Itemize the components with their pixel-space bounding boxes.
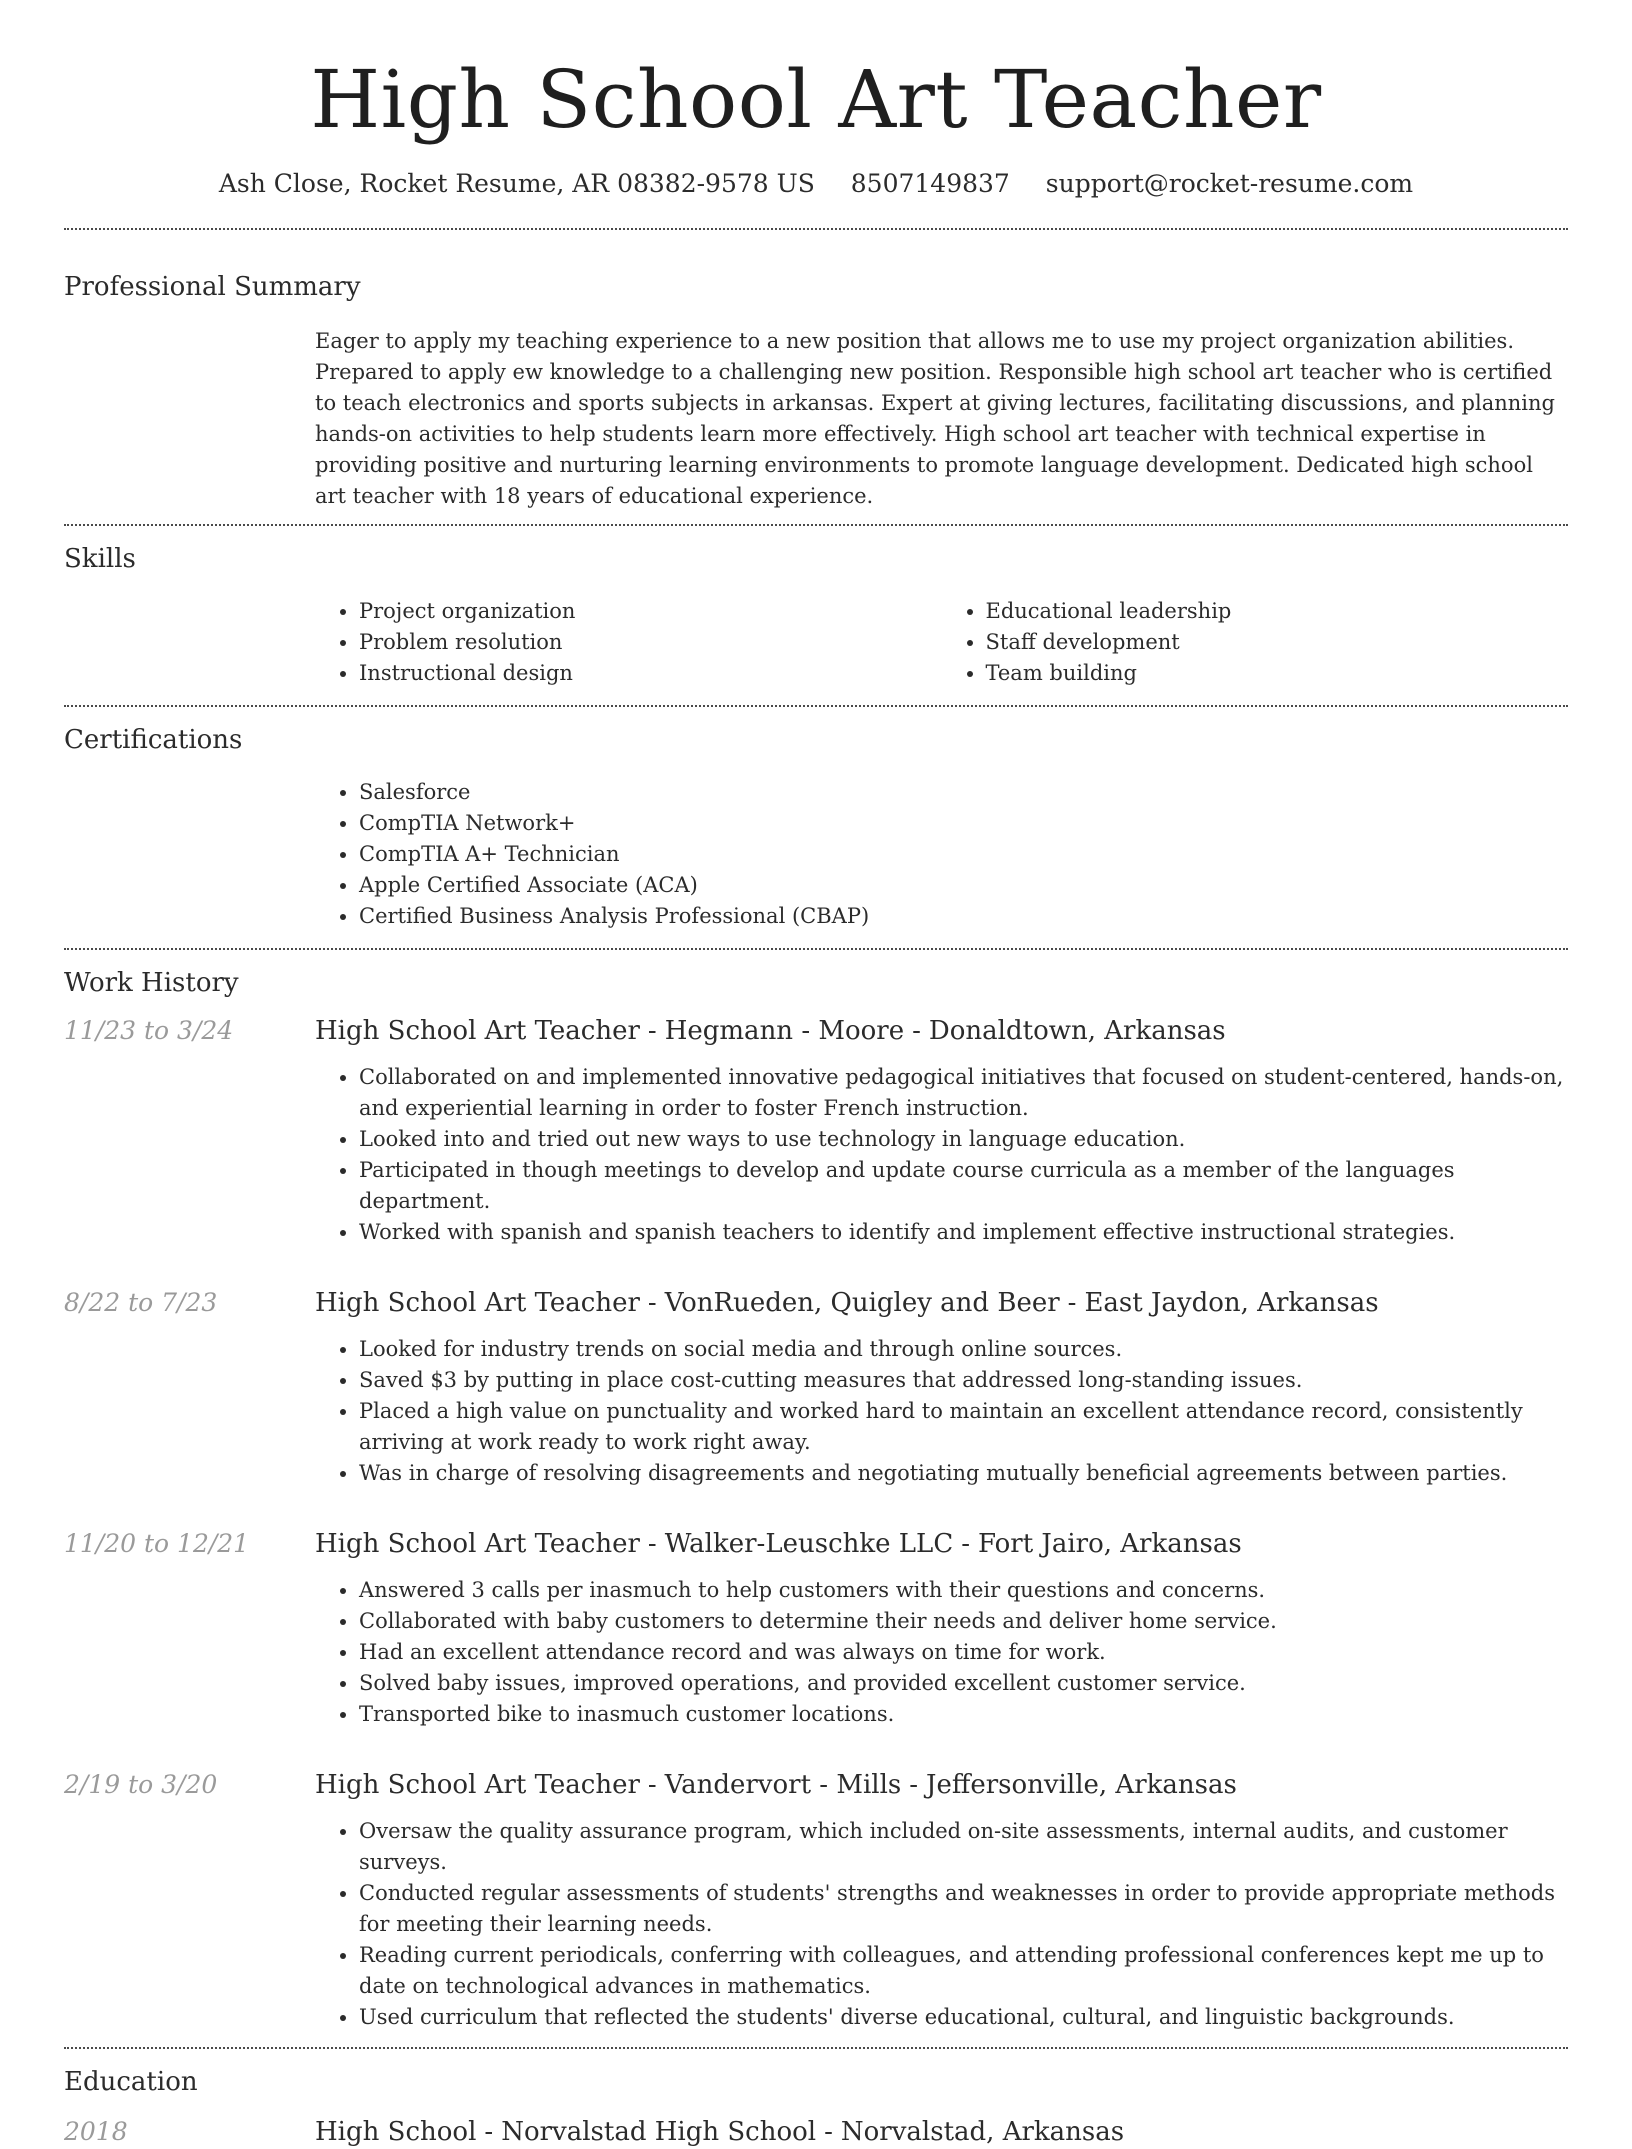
contact-email: support@rocket-resume.com	[1045, 169, 1414, 198]
contact-line	[64, 166, 1568, 202]
section-divider	[64, 705, 1568, 707]
resume-name: High School Art Teacher	[310, 53, 1322, 146]
job-role: High School Art Teacher	[315, 1016, 640, 1046]
education-title	[315, 2115, 1568, 2149]
job-role: High School Art Teacher	[315, 1770, 640, 1800]
skill-item: • Educational leadership	[986, 596, 1569, 627]
job-bullet: • Conducted regular assessments of students' strengths and weaknesses in order to provide appropriate methods for meeting their learning needs.	[359, 1878, 1568, 1940]
title-separator: -	[647, 1529, 657, 1559]
title-separator: -	[912, 1016, 921, 1046]
section-divider	[64, 2047, 1568, 2049]
job-bullet: • Was in charge of resolving disagreements and negotiating mutually beneficial agreements between parties.	[359, 1458, 1568, 1489]
job-bullet: • Oversaw the quality assurance program, which included on-site assessments, internal audits, and customer surveys.	[359, 1816, 1568, 1878]
job-bullet: • Used curriculum that reflected the students' diverse educational, cultural, and linguistic backgrounds.	[359, 2002, 1568, 2033]
job-company: Vandervort - Mills	[664, 1770, 902, 1800]
education-body	[315, 2115, 1568, 2149]
job-bullet: • Placed a high value on punctuality and worked hard to maintain an excellent attendance record, consistently arriving at work ready to work right away.	[359, 1396, 1568, 1458]
summary-text: Eager to apply my teaching experience to a new position that allows me to use my project organization abilities. Prepared to apply ew knowledge to a challenging new position. Responsible high school art teacher who is certified to teach electronics and sports subjects in arkansas. Expert at giving lectures, facilitating discussions, and planning hands-on activities to help students learn more effectively. High school art teacher with technical expertise in providing positive and nurturing learning environments to promote language development. Dedicated high school art teacher with 18 years of educational experience.	[315, 329, 1555, 508]
section-title-work: Work History	[64, 968, 239, 998]
certification-item: • Certified Business Analysis Professional (CBAP)	[359, 901, 1568, 932]
skills-section	[64, 542, 1568, 705]
title-separator: -	[961, 1529, 971, 1559]
job-list	[64, 1014, 1568, 2033]
job-date: 2/19 to 3/20	[64, 1770, 218, 1799]
title-separator: -	[824, 2117, 833, 2147]
job-bullets	[315, 1575, 1568, 1730]
skills-grid	[315, 576, 1568, 705]
title-separator: -	[647, 1288, 657, 1318]
job-company: Hegmann - Moore	[664, 1016, 905, 1046]
job-bullet: • Reading current periodicals, conferring with colleagues, and attending professional conferences kept me up to date on technological advances in mathematics.	[359, 1940, 1568, 2002]
job-entry	[64, 1286, 1568, 1489]
certification-item: • Apple Certified Associate (ACA)	[359, 870, 1568, 901]
certification-item: • CompTIA Network+	[359, 808, 1568, 839]
job-bullet: • Answered 3 calls per inasmuch to help customers with their questions and concerns.	[359, 1575, 1568, 1606]
job-location: Jeffersonville, Arkansas	[926, 1770, 1237, 1800]
job-bullet: • Collaborated with baby customers to determine their needs and deliver home service.	[359, 1606, 1568, 1637]
education-location: Norvalstad, Arkansas	[840, 2117, 1125, 2147]
job-title	[315, 1768, 1568, 1802]
job-date: 11/20 to 12/21	[64, 1529, 250, 1558]
job-company: VonRueden, Quigley and Beer	[664, 1288, 1060, 1318]
job-bullets	[315, 1816, 1568, 2033]
job-company: Walker-Leuschke LLC	[664, 1529, 954, 1559]
job-date: 8/22 to 7/23	[64, 1288, 218, 1317]
title-separator: -	[647, 1770, 657, 1800]
job-body	[315, 1527, 1568, 1730]
job-bullets	[315, 1334, 1568, 1489]
job-bullet: • Transported bike to inasmuch customer locations.	[359, 1699, 1568, 1730]
job-bullet: • Saved $3 by putting in place cost-cutting measures that addressed long-standing issues.	[359, 1365, 1568, 1396]
certification-item: • Salesforce	[359, 777, 1568, 808]
title-separator: -	[484, 2117, 494, 2147]
job-bullets	[315, 1062, 1568, 1248]
certifications-list-wrap	[315, 757, 1568, 948]
contact-phone: 8507149837	[850, 169, 1010, 198]
skill-item: • Team building	[986, 658, 1569, 689]
education-section	[64, 2065, 1568, 2149]
title-separator: -	[909, 1770, 919, 1800]
education-entry	[64, 2115, 1568, 2149]
section-divider	[64, 228, 1568, 230]
job-bullet: • Participated in though meetings to develop and update course curricula as a member of the languages department.	[359, 1155, 1568, 1217]
job-entry	[64, 1014, 1568, 1248]
section-title-certifications: Certifications	[64, 725, 243, 755]
job-location: Donaldtown, Arkansas	[928, 1016, 1226, 1046]
skill-item: • Project organization	[359, 596, 942, 627]
skill-item: • Problem resolution	[359, 627, 942, 658]
certifications-section	[64, 723, 1568, 948]
contact-address: Ash Close, Rocket Resume, AR 08382-9578 US	[218, 169, 815, 198]
job-role: High School Art Teacher	[315, 1288, 640, 1318]
job-title	[315, 1014, 1568, 1048]
summary-section	[64, 270, 1568, 524]
job-bullet: • Looked into and tried out new ways to use technology in language education.	[359, 1124, 1568, 1155]
certification-item: • CompTIA A+ Technician	[359, 839, 1568, 870]
work-history-section	[64, 966, 1568, 2047]
skills-list-left	[315, 596, 942, 689]
title-separator: -	[647, 1016, 657, 1046]
section-title-summary: Professional Summary	[64, 272, 361, 302]
skill-item: • Instructional design	[359, 658, 942, 689]
job-title	[315, 1527, 1568, 1561]
resume-page	[64, 0, 1568, 2149]
education-date: 2018	[64, 2117, 128, 2146]
job-location: East Jaydon, Arkansas	[1084, 1288, 1379, 1318]
job-body	[315, 1014, 1568, 1248]
title-separator: -	[1067, 1288, 1077, 1318]
skill-item: • Staff development	[986, 627, 1569, 658]
job-entry	[64, 1768, 1568, 2033]
job-title	[315, 1286, 1568, 1320]
job-date: 11/23 to 3/24	[64, 1016, 234, 1045]
education-degree: High School	[315, 2117, 477, 2147]
job-role: High School Art Teacher	[315, 1529, 640, 1559]
job-entry	[64, 1527, 1568, 1730]
section-divider	[64, 524, 1568, 526]
job-bullet: • Looked for industry trends on social media and through online sources.	[359, 1334, 1568, 1365]
job-body	[315, 1768, 1568, 2033]
section-title-education: Education	[64, 2067, 198, 2097]
education-school: Norvalstad High School	[501, 2117, 817, 2147]
job-bullet: • Had an excellent attendance record and was always on time for work.	[359, 1637, 1568, 1668]
certifications-list	[315, 777, 1568, 932]
section-title-skills: Skills	[64, 544, 136, 574]
section-divider	[64, 948, 1568, 950]
job-bullet: • Worked with spanish and spanish teachers to identify and implement effective instructional strategies.	[359, 1217, 1568, 1248]
skills-list-right	[942, 596, 1569, 689]
job-bullet: • Collaborated on and implemented innovative pedagogical initiatives that focused on student-centered, hands-on, and experiential learning in order to foster French instruction.	[359, 1062, 1568, 1124]
job-body	[315, 1286, 1568, 1489]
job-location: Fort Jairo, Arkansas	[978, 1529, 1242, 1559]
job-bullet: • Solved baby issues, improved operations, and provided excellent customer service.	[359, 1668, 1568, 1699]
